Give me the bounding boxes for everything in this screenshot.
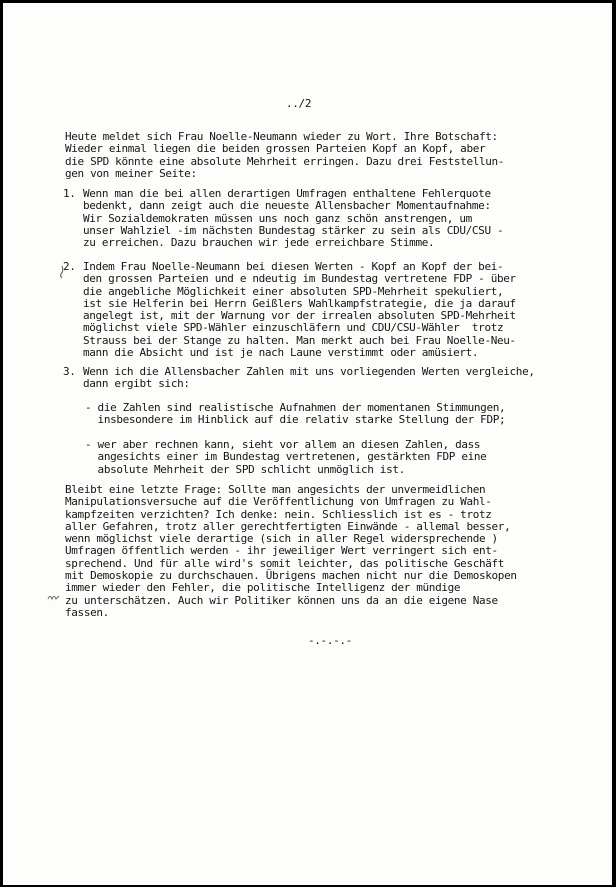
end-mark: -.-.-.- — [308, 634, 352, 647]
margin-scribble — [47, 592, 61, 602]
point-3-number: 3. — [63, 365, 76, 378]
point-2-text: Indem Frau Noelle-Neumann bei diesen Werten - Kopf an Kopf der bei- den grossen Parteien und e ndeutig im Bundestag vertretene FDP - über die angebliche Möglichkeit einer absoluten SPD-Mehrheit spekuliert, ist sie Helferin bei Herrn Geißlers Wahlkampfstrategie, die ja darauf angelegt ist, mit der Warnung vor der irrealen absoluten SPD-Mehrheit möglichst viele SPD-Wähler einzuschläfern und CDU/CSU-Wähler trotz Strauss bei der Stange zu halten. Man merkt auch bei Frau Noelle-Neu- mann die Absicht und ist je nach Laune verstimmt oder amüsiert. — [83, 260, 516, 360]
point-1-number: 1. — [63, 187, 76, 200]
page-number: ../2 — [286, 97, 312, 110]
point-2-number: 2. — [63, 260, 76, 273]
dash-item-2: - wer aber rechnen kann, sieht vor allem an diesen Zahlen, dass angesichts einer im Bundestag vertretenen, gestärkten FDP eine absolute Mehrheit der SPD schlicht unmöglich ist. — [85, 438, 487, 476]
dash-item-1: - die Zahlen sind realistische Aufnahmen der momentanen Stimmungen, insbesondere im Hinblick auf die relativ starke Stellung der FDP; — [85, 401, 506, 427]
document-page — [3, 3, 612, 885]
point-3-text: Wenn ich die Allensbacher Zahlen mit uns vorliegenden Werten vergleiche, dann ergibt sich: — [83, 365, 535, 391]
intro-paragraph: Heute meldet sich Frau Noelle-Neumann wieder zu Wort. Ihre Botschaft: Wieder einmal liegen die beiden grossen Parteien Kopf an Kopf, aber die SPD könnte eine absolute Mehrheit erringen. Dazu drei Feststellun- gen von meiner Seite: — [65, 130, 505, 180]
margin-mark — [58, 265, 66, 279]
closing-paragraph: Bleibt eine letzte Frage: Sollte man angesichts der unvermeidlichen Manipulationsversuche auf die Veröffentlichung von Umfragen zu Wahl- kampfzeiten verzichten? Ich denke: nein. Schliesslich ist es - trotz aller Gefahren, trotz aller gerechtfertigten Einwände - allemal besser, wenn möglichst viele derartige (sich in aller Regel widersprechende ) Umfragen öffentlich werden - ihr jeweiliger Wert verringert sich ent- sprechend. Und für alle wird's somit leichter, das politische Geschäft mit Demoskopie zu durchschauen. Übrigens machen nicht nur die Demoskopen immer wieder den Fehler, die politische Intelligenz der mündige zu unterschätzen. Auch wir Politiker können uns da an die eigene Nase fassen. — [65, 483, 517, 619]
point-1-text: Wenn man die bei allen derartigen Umfragen enthaltene Fehlerquote bedenkt, dann zeigt auch die neueste Allensbacher Momentaufnahme: Wir Sozialdemokraten müssen uns noch ganz schön anstrengen, um unser Wahlziel -im nächsten Bundestag stärker zu sein als CDU/CSU - zu erreichen. Dazu brauchen wir jede erreichbare Stimme. — [83, 187, 504, 250]
